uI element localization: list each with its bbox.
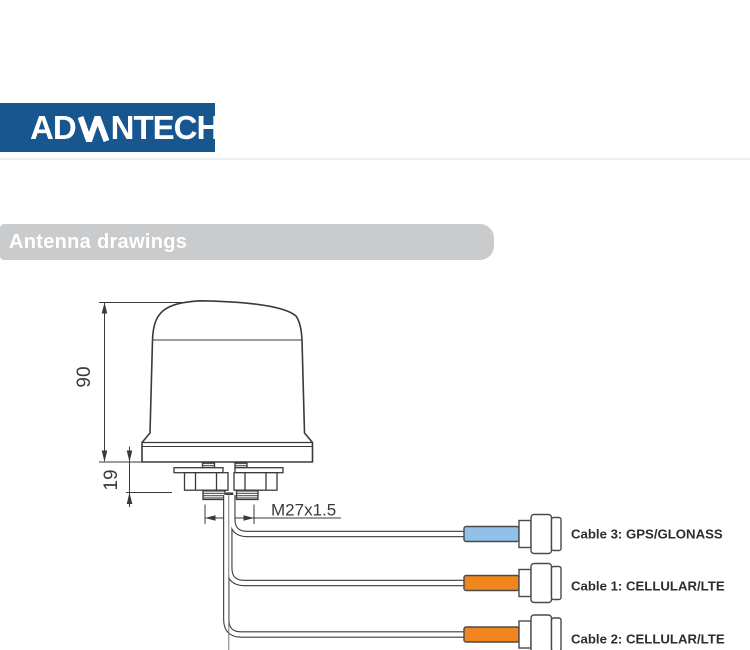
section-title: Antenna drawings bbox=[9, 230, 188, 253]
thread-left bbox=[203, 490, 225, 499]
label-cable-1: Cable 1: CELLULAR/LTE bbox=[571, 578, 725, 594]
logo-text-post: NTECH bbox=[110, 109, 220, 146]
thread-stub-right bbox=[235, 463, 247, 468]
label-cable-2: Cable 2: CELLULAR/LTE bbox=[571, 631, 725, 647]
dim-label-90: 90 bbox=[74, 366, 95, 388]
ferrule-cable-2 bbox=[519, 621, 531, 648]
dim-label-19: 19 bbox=[101, 469, 122, 491]
cable-1-path bbox=[229, 495, 466, 583]
plug-cap-cable-2 bbox=[552, 618, 562, 650]
cable-2-path bbox=[226, 495, 466, 635]
sleeve-cable-1 bbox=[464, 576, 519, 591]
plug-body-cable-2 bbox=[531, 615, 552, 650]
antenna-dome bbox=[142, 301, 313, 462]
label-cable-3: Cable 3: GPS/GLONASS bbox=[571, 526, 723, 542]
washer-left bbox=[174, 468, 223, 473]
plug-cap-cable-3 bbox=[552, 518, 562, 551]
hex-nut-left bbox=[185, 473, 229, 491]
ferrule-cable-1 bbox=[519, 570, 531, 597]
section-banner bbox=[0, 224, 494, 260]
washer-right bbox=[235, 468, 283, 473]
cable-3-path bbox=[232, 495, 464, 534]
logo-va-zigzag-icon bbox=[78, 116, 109, 142]
cable-bundle bbox=[226, 492, 466, 650]
connector-cable-3 bbox=[464, 515, 561, 554]
connector-cable-2 bbox=[464, 615, 561, 650]
connector-cable-1 bbox=[464, 564, 561, 603]
plug-body-cable-1 bbox=[531, 564, 552, 603]
sleeve-cable-2 bbox=[464, 627, 519, 642]
hex-nut-right bbox=[234, 473, 277, 491]
dim-label-m27: M27x1.5 bbox=[271, 500, 337, 520]
plug-body-cable-3 bbox=[531, 515, 552, 554]
advantech-logo bbox=[0, 103, 220, 152]
ferrule-cable-3 bbox=[519, 521, 531, 548]
plug-cap-cable-1 bbox=[552, 567, 562, 600]
advantech-logo-text bbox=[30, 111, 219, 144]
header-divider bbox=[0, 158, 750, 160]
thread-stub-left bbox=[203, 463, 215, 468]
thread-right bbox=[237, 490, 259, 499]
logo-text-pre: AD bbox=[30, 109, 76, 146]
sleeve-cable-3 bbox=[464, 527, 519, 542]
